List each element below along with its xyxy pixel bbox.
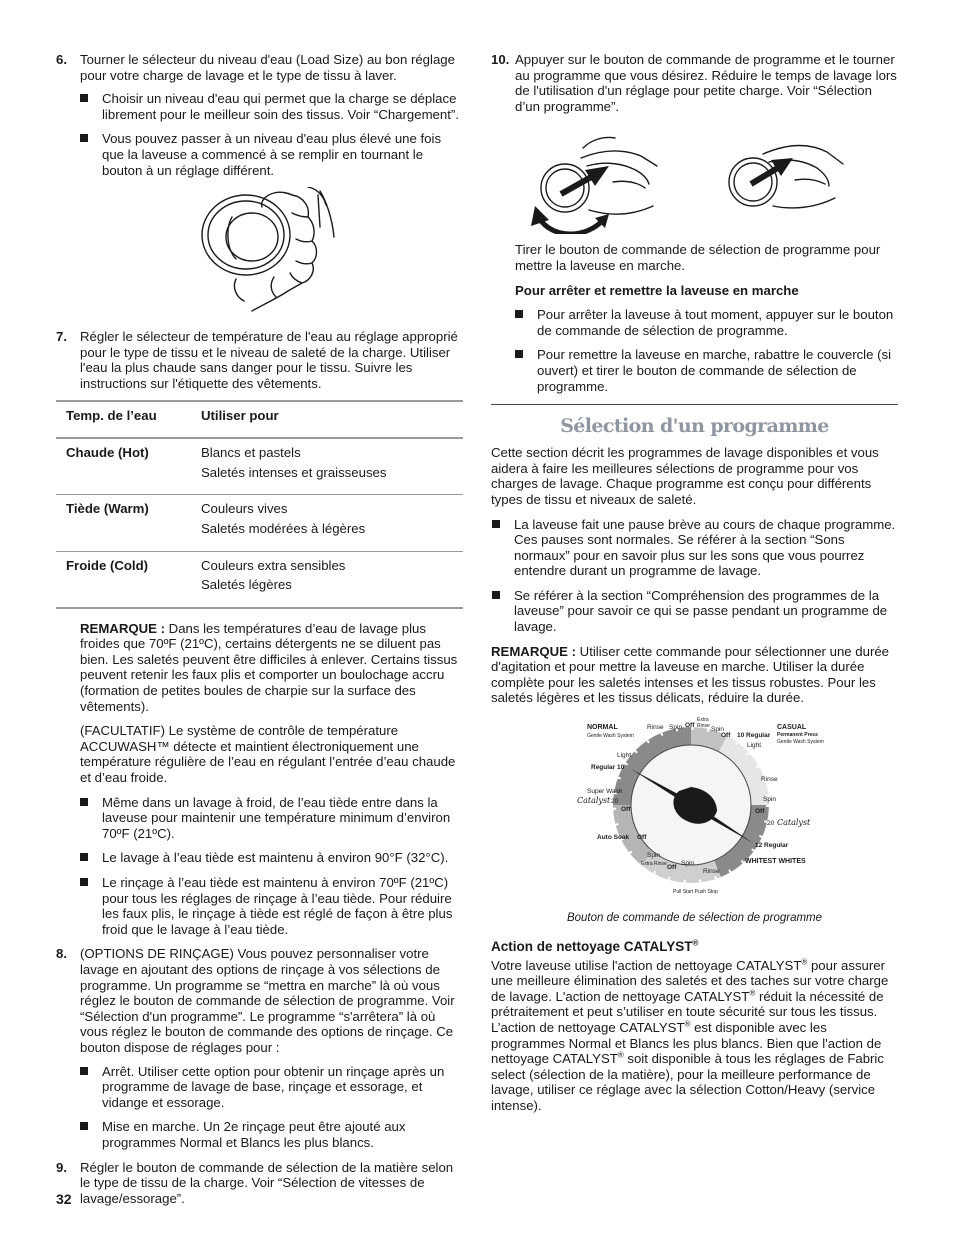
bullet-square-icon: [80, 134, 88, 142]
dial-label-casual: CASUAL: [777, 724, 807, 732]
table-row: [56, 495, 463, 551]
bullet-square-icon: [492, 520, 500, 528]
bullet-square-icon: [80, 94, 88, 102]
list-item: Même dans un lavage à froid, de l’eau tiède entre dans la laveuse pour maintenir une température minimum d’environ 70ºF (21ºC).: [79, 795, 464, 842]
dial-label-casual-sub2: Gentle Wash System: [777, 739, 824, 746]
step-text: (OPTIONS DE RINÇAGE) Vous pouvez personnaliser votre lavage en ajoutant des options de rinçage à vos sélections de programme. Un programme se “mettra en marche” là où vous réglez le bouton de commande de sélection de programme. Voir “Sélection d'un programme”. Le programme “s'arrêtera” là où vous réglez le bouton de commande des options de rinçage. Ce bouton dispose de réglages pour :: [80, 946, 455, 1055]
list-item: Pour arrêter la laveuse à tout moment, appuyer sur le bouton de commande de sélection de programme.: [514, 307, 898, 338]
step-text: Régler le bouton de commande de sélection de la matière selon le type de tissu de la charge. Voir “Sélection de vitesses de lavage/essorage”.: [80, 1159, 454, 1206]
table-row: [56, 551, 463, 608]
uses-cell: Couleurs extra sensibles Saletés légères: [191, 551, 463, 608]
bullet-square-icon: [80, 1122, 88, 1130]
temp-cell: Chaude (Hot): [56, 438, 191, 495]
list-item: La laveuse fait une pause brève au cours de chaque programme. Ces pauses sont normales. Se référer à la section “Sons normaux” pour en savoir plus sur les sons que vous pourrez entendre durant un programme de lavage.: [491, 517, 898, 579]
dial-label-off: Off: [685, 722, 695, 730]
right-column: [491, 52, 898, 1114]
left-column: [56, 52, 464, 1214]
step-6-bullets: [80, 91, 464, 178]
step-8: [56, 946, 464, 1055]
dial-label-10-regular: 10 Regular: [737, 732, 771, 740]
dial-label-rinse: Rinse: [703, 868, 720, 876]
column-header: Temp. de l’eau: [56, 401, 191, 439]
dial-label-extra-rinse: Extra Rinse: [641, 861, 667, 868]
dial-label-rinse: Rinse: [761, 776, 778, 784]
step-text: Tourner le sélecteur du niveau d'eau (Load Size) au bon réglage pour votre charge de lavage et le type de tissu à laver.: [80, 52, 455, 83]
catalyst-heading: Action de nettoyage CATALYST®: [491, 938, 699, 954]
dial-label-super-wash: Super Wash: [587, 788, 623, 796]
section-divider: [491, 404, 898, 405]
step-text: Régler le sélecteur de température de l'eau au réglage approprié pour le type de tissu et le niveau de saleté de la charge. Utiliser l'eau la plus chaude sans danger pour le tissu. Suivre les instructions sur l'étiquette des vêtements.: [80, 329, 458, 391]
step-number: 7.: [56, 329, 67, 345]
dial-label-off: Off: [721, 732, 731, 740]
dial-label-extra: Extra: [697, 717, 709, 724]
dial-label-spin: Spin: [763, 796, 777, 804]
step-10: [491, 52, 898, 114]
hand-turning-knob-illustration: [56, 187, 464, 319]
step-8-bullets: [80, 1064, 464, 1151]
dial-label-light: Light: [617, 752, 632, 760]
list-item: Mise en marche. Un 2e rinçage peut être ajouté aux programmes Normal et Blancs les plus blancs.: [79, 1119, 464, 1150]
uses-cell: Blancs et pastels Saletés intenses et graisseuses: [191, 438, 463, 495]
step-number: 6.: [56, 52, 67, 67]
dial-label-20: 20: [767, 820, 775, 828]
dial-label-12-regular: 12 Regular: [755, 842, 789, 850]
remarque-note: REMARQUE : Utiliser cette commande pour sélectionner une durée d'agitation et pour mettre la laveuse en marche. Utiliser la durée complète pour les saletés intenses et les tissus robustes. Pour les saletés légères et les tissus délicats, réduire la durée.: [491, 643, 890, 706]
step-number: 9.: [56, 1159, 67, 1175]
column-header: Utiliser pour: [191, 401, 463, 439]
list-item: Choisir un niveau d'eau qui permet que la charge se déplace librement pour le meilleur soin des tissus. Voir “Chargement”.: [79, 91, 464, 122]
step-6: [56, 52, 464, 83]
dial-label-catalyst: Catalyst: [577, 796, 611, 806]
dial-label-20: 20: [611, 798, 619, 806]
dial-label-casual-sub1: Permanent Press: [777, 732, 818, 739]
dial-label-regular-10: Regular 10: [591, 764, 625, 772]
dial-label-spin: Spin: [647, 852, 661, 860]
dial-label-rinse: Rinse: [647, 724, 664, 732]
list-item: Vous pouvez passer à un niveau d'eau plus élevé une fois que la laveuse a commencé à se remplir en tournant le bouton à un réglage différent.: [79, 131, 464, 178]
bullet-square-icon: [515, 350, 523, 358]
dial-label-spin: Spin: [681, 860, 695, 868]
pull-to-start-paragraph: Tirer le bouton de commande de sélection de programme pour mettre la laveuse en marche.: [515, 242, 881, 273]
bullet-square-icon: [80, 798, 88, 806]
dial-label-light: Light: [747, 742, 762, 750]
list-item: Arrêt. Utiliser cette option pour obtenir un rinçage après un programme de lavage de base, rinçage et essorage, et vidange et essorage.: [79, 1064, 464, 1111]
bullet-square-icon: [80, 853, 88, 861]
dial-label-whitest-whites: WHITEST WHITES: [745, 858, 806, 866]
table-header-row: [56, 401, 463, 439]
dial-label-auto-soak: Auto Soak: [597, 834, 630, 842]
hands-turning-and-pulling-knob-illustration: [491, 122, 898, 234]
dial-caption: Bouton de commande de sélection de programme: [566, 912, 823, 925]
stop-restart-heading: Pour arrêter et remettre la laveuse en marche: [515, 282, 799, 298]
bullet-square-icon: [492, 591, 500, 599]
list-item: Le rinçage à l’eau tiède est maintenu à environ 70ºF (21ºC) pour tous les réglages de rinçage à l’eau tiède. Pour réduire les faux plis, le rinçage à tiède est réglé de façon à être plus froid que le lavage à l’eau tiède.: [79, 875, 464, 937]
dial-label-off: Off: [755, 808, 765, 816]
section-intro: Cette section décrit les programmes de lavage disponibles et vous aidera à faire les meilleures sélections de programme pour vos charges de lavage. Chaque programme est conçu pour différents types de tissu et niveaux de saleté.: [491, 445, 879, 507]
step-number: 8.: [56, 946, 67, 962]
list-item: Se référer à la section “Compréhension des programmes de la laveuse” pour savoir ce qui se passe pendant un programme de lavage.: [491, 588, 898, 635]
temp-cell: Tiède (Warm): [56, 495, 191, 551]
temp-cell: Froide (Cold): [56, 551, 191, 608]
step-7: [56, 329, 464, 391]
dial-label-off: Off: [667, 864, 677, 872]
step-text: Appuyer sur le bouton de commande de programme et le tourner au programme que vous désirez. Réduire le temps de lavage lors de l'utilisation d'un réglage pour petite charge. Voir “Sélection d’un programme”.: [515, 52, 897, 114]
dial-label-rinse2: Rinse: [697, 723, 710, 730]
dial-label-normal: NORMAL: [587, 724, 618, 732]
section-title: Sélection d'un programme: [560, 415, 829, 438]
uses-cell: Couleurs vives Saletés modérées à légères: [191, 495, 463, 551]
bullet-square-icon: [80, 878, 88, 886]
remarque-note: REMARQUE : Dans les températures d’eau de lavage plus froides que 70ºF (21ºC), certains détergents ne se diluent pas bien. Les saletés peuvent être difficiles à enlever. Certains tissus peuvent retenir les faux plis et comporter un boulochage accru (formation de petites boules de charpie sur la surface des vêtements).: [80, 620, 458, 714]
dial-label-off: Off: [621, 806, 631, 814]
list-item: Pour remettre la laveuse en marche, rabattre le couvercle (si ouvert) et tirer le bouton de commande de sélection de programme.: [514, 347, 898, 394]
table-row: [56, 438, 463, 495]
bullet-square-icon: [80, 1067, 88, 1075]
catalyst-paragraph: Votre laveuse utilise l'action de nettoyage CATALYST® pour assurer une meilleure élimination des saletés et des taches sur votre charge de lavage. L'action de nettoyage CATALYST® réduit la nécessité de prétraitement et peut s’utiliser en toute sécurité sur tous les tissus. L’action de nettoyage CATALYST® est disponible avec les programmes Normal et Blancs les plus blancs. Bien que l'action de nettoyage CATALYST® soit disponible à tous les réglages de Fabric select (sélection de la matière), pour la meilleure performance de lavage, utiliser ce réglage avec la sélection Cotton/Heavy (service intense).: [491, 957, 889, 1113]
page-number: 32: [56, 1191, 72, 1207]
facultatif-paragraph: (FACULTATIF) Le système de contrôle de température ACCUWASH™ détecte et maintient électroniquement une température régulière de l’eau en régulant l’entrée d’eau chaude et d’eau froide.: [80, 723, 456, 786]
bullet-square-icon: [515, 310, 523, 318]
dial-label-normal-sub: Gentle Wash System: [587, 733, 634, 740]
dial-label-off: Off: [637, 834, 647, 842]
water-temperature-table: [56, 400, 463, 609]
dial-label-catalyst: Catalyst: [777, 818, 811, 828]
dial-label-pull-start: Pull Start Push Stop: [673, 889, 718, 896]
step-number: 10.: [491, 52, 510, 67]
list-item: Le lavage à l’eau tiède est maintenu à environ 90°F (32°C).: [79, 850, 464, 866]
dial-label-spin: Spin: [711, 726, 725, 734]
cycle-selector-dial: [491, 715, 898, 905]
step-9: [56, 1160, 464, 1207]
dial-label-spin: Spin: [669, 724, 683, 732]
